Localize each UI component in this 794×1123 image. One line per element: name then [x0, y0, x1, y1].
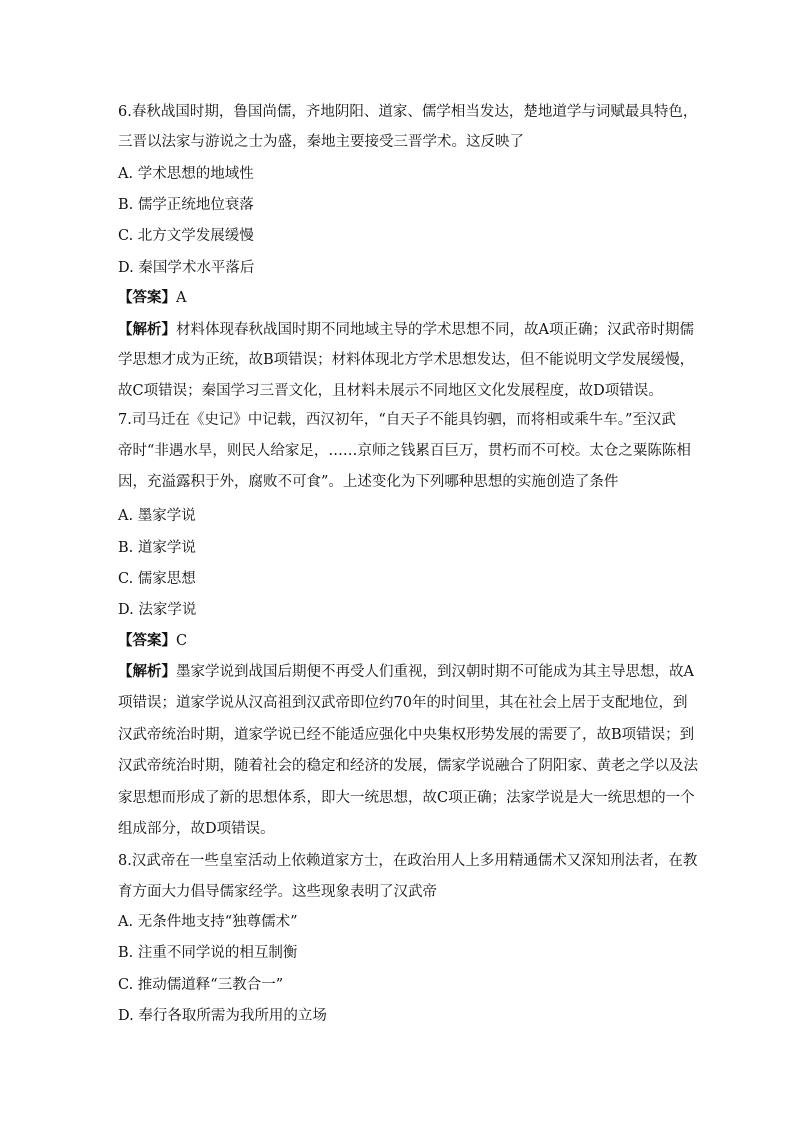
- q8-stem-line-2: 育方面大力倡导儒家经学。这些现象表明了汉武帝: [118, 884, 437, 900]
- q7-option-d: D. 法家学说: [118, 602, 197, 618]
- q6-stem-line-1: 6.春秋战国时期，鲁国尚儒，齐地阴阳、道家、儒学相当发达，楚地道学与词赋最具特色，: [118, 104, 698, 120]
- q7-stem-line-2: 帝时“非遇水旱，则民人给家足，……京师之钱累百巨万，贯朽而不可校。太仓之粟陈陈相: [118, 443, 691, 459]
- q8-option-d: D. 奉行各取所需为我所用的立场: [118, 1008, 327, 1024]
- q7-analysis-text-1: 墨家学说到战国后期便不再受人们重视，到汉朝时期不可能成为其主导思想，故A: [176, 664, 694, 680]
- q6-option-a: A. 学术思想的地域性: [118, 166, 254, 182]
- q6-analysis-tag: 【解析】: [118, 321, 176, 338]
- q6-answer-value: A: [176, 290, 187, 306]
- q7-option-b: B. 道家学说: [118, 540, 196, 556]
- q7-analysis-line-1: [118, 662, 694, 682]
- q7-stem-line-3: 因，充溢露积于外，腐败不可食”。上述变化为下列哪种思想的实施创造了条件: [118, 474, 619, 490]
- q6-analysis-line-2: 学思想才成为正统，故B项错误；材料体现北方学术思想发达，但不能说明文学发展缓慢，: [118, 352, 695, 368]
- q6-analysis-line-1: [118, 320, 694, 340]
- q6-option-c: C. 北方文学发展缓慢: [118, 228, 254, 244]
- q6-answer: [118, 288, 186, 308]
- q6-stem-line-2: 三晋以法家与游说之士为盛，秦地主要接受三晋学术。这反映了: [118, 134, 524, 150]
- q7-option-c: C. 儒家思想: [118, 571, 196, 587]
- q7-answer: [118, 631, 187, 651]
- q8-option-b: B. 注重不同学说的相互制衡: [118, 945, 298, 961]
- q7-analysis-tag: 【解析】: [118, 663, 176, 680]
- q7-answer-value: C: [176, 633, 188, 649]
- q8-stem-line-1: 8.汉武帝在一些皇室活动上依赖道家方士，在政治用人上多用精通儒术又深知刑法者，在教: [118, 853, 698, 869]
- q6-option-b: B. 儒学正统地位衰落: [118, 197, 254, 213]
- q6-answer-tag: 【答案】: [118, 289, 176, 306]
- q6-analysis-line-3: 故C项错误；秦国学习三晋文化，且材料未展示不同地区文化发展程度，故D项错误。: [118, 383, 663, 399]
- q7-analysis-line-6: 组成部分，故D项错误。: [118, 821, 275, 837]
- q7-option-a: A. 墨家学说: [118, 508, 196, 524]
- q7-stem-line-1: 7.司马迁在《史记》中记载，西汉初年，“自天子不能具钧驷，而将相或乘牛车。”至汉武: [118, 412, 676, 428]
- q6-analysis-text-1: 材料体现春秋战国时期不同地域主导的学术思想不同，故A项正确；汉武帝时期儒: [176, 322, 694, 338]
- q7-answer-tag: 【答案】: [118, 632, 176, 649]
- q7-analysis-line-2: 项错误；道家学说从汉高祖到汉武帝即位约70年的时间里，其在社会上居于支配地位，到: [118, 695, 688, 711]
- q6-option-d: D. 秦国学术水平落后: [118, 260, 255, 276]
- q7-analysis-line-5: 家思想而形成了新的思想体系，即大一统思想，故C项正确；法家学说是大一统思想的一个: [118, 790, 695, 806]
- q7-analysis-line-4: 汉武帝统治时期，随着社会的稳定和经济的发展，儒家学说融合了阴阳家、黄老之学以及法: [118, 758, 698, 774]
- q8-option-c: C. 推动儒道释“三教合一”: [118, 977, 284, 993]
- q7-analysis-line-3: 汉武帝统治时期，道家学说已经不能适应强化中央集权形势发展的需要了，故B项错误；到: [118, 727, 695, 743]
- q8-option-a: A. 无条件地支持“独尊儒术”: [118, 914, 298, 930]
